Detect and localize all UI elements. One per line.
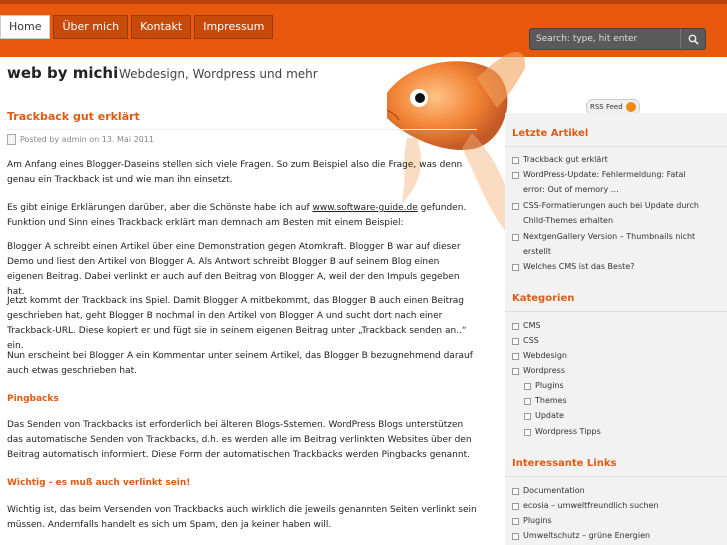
bullet-icon bbox=[512, 518, 519, 525]
recent-item-3-cont[interactable]: Child-Themes erhalten bbox=[523, 216, 614, 225]
bullet-icon bbox=[524, 413, 531, 420]
divider bbox=[505, 476, 727, 477]
recent-item-4-cont[interactable]: erstellt bbox=[523, 247, 552, 256]
post-paragraph-1: Am Anfang eines Blogger-Daseins stellen sich viele Fragen. So zum Beispiel also die Frage, was denn genau ein Trackback ist und wie man ihn einsetzt. bbox=[7, 160, 463, 185]
search-box bbox=[529, 28, 706, 50]
post-p2-before: Es gibt einige Erklärungen darüber, aber die Schönste habe ich auf bbox=[7, 203, 313, 213]
category-cms[interactable]: CMS bbox=[523, 321, 541, 330]
divider bbox=[505, 146, 727, 147]
bullet-icon bbox=[524, 398, 531, 405]
recent-item-5[interactable]: Welches CMS ist das Beste? bbox=[523, 262, 635, 271]
link-ecosia[interactable]: ecosia – umweltfreundlich suchen bbox=[523, 501, 659, 510]
post-paragraph-2 bbox=[7, 201, 477, 231]
bullet-icon bbox=[512, 368, 519, 375]
bullet-icon bbox=[512, 234, 519, 241]
post-meta bbox=[7, 129, 477, 145]
sidebar-categories-title: Kategorien bbox=[512, 293, 575, 304]
bullet-icon bbox=[512, 172, 519, 179]
sidebar bbox=[505, 113, 727, 545]
recent-item-1[interactable]: Trackback gut erklärt bbox=[523, 155, 608, 164]
category-wordpress[interactable]: Wordpress bbox=[523, 366, 566, 375]
recent-item-3[interactable]: CSS-Formatierungen auch bei Update durch bbox=[523, 201, 700, 210]
search-icon bbox=[688, 34, 699, 45]
bullet-icon bbox=[512, 157, 519, 164]
search-button[interactable] bbox=[680, 29, 705, 49]
main-nav bbox=[0, 15, 276, 39]
sidebar-recent-title: Letzte Artikel bbox=[512, 128, 589, 139]
top-bar-strip bbox=[0, 0, 727, 4]
post-paragraph-7: Wichtig ist, das beim Versenden von Trackbacks auch wirklich die jeweils genannten Seiten verlinkt sein müssen. Andernfalls handelt es sich um Spam, den ja keiner haben will. bbox=[7, 505, 477, 530]
post-paragraph-5: Nun erscheint bei Blogger A ein Kommentar unter seinem Artikel, das Blogger B bezugnehmend darauf auch etwas geschrieben hat. bbox=[7, 351, 473, 376]
post bbox=[7, 110, 477, 145]
category-css[interactable]: CSS bbox=[523, 336, 539, 345]
recent-item-2-cont[interactable]: error: Out of memory … bbox=[523, 185, 619, 194]
bullet-icon bbox=[512, 488, 519, 495]
category-update[interactable]: Update bbox=[535, 411, 564, 420]
bullet-icon bbox=[512, 353, 519, 360]
bullet-icon bbox=[512, 338, 519, 345]
recent-item-2[interactable]: WordPress-Update: Fehlermeldung: Fatal bbox=[523, 170, 686, 179]
heading-wichtig: Wichtig - es muß auch verlinkt sein! bbox=[7, 478, 191, 488]
bullet-icon bbox=[524, 383, 531, 390]
sidebar-links-title: Interessante Links bbox=[512, 458, 617, 469]
nav-impressum[interactable]: Impressum bbox=[194, 15, 273, 39]
link-umweltschutz[interactable]: Umweltschutz – grüne Energien bbox=[523, 531, 651, 540]
recent-item-4[interactable]: NextgenGallery Version – Thumbnails nicht bbox=[523, 232, 696, 241]
post-title[interactable]: Trackback gut erklärt bbox=[7, 110, 140, 123]
document-icon bbox=[7, 134, 16, 145]
bullet-icon bbox=[512, 203, 519, 210]
link-documentation[interactable]: Documentation bbox=[523, 486, 585, 495]
link-plugins[interactable]: Plugins bbox=[523, 516, 552, 525]
search-input[interactable] bbox=[530, 29, 692, 49]
heading-pingbacks: Pingbacks bbox=[7, 394, 59, 404]
post-p2-after: gefunden. Funktion und Sinn eines Trackback erklärt man demnach am Besten mit einem Beispiel: bbox=[7, 203, 467, 228]
category-wordpress-tipps[interactable]: Wordpress Tipps bbox=[535, 427, 601, 436]
nav-home[interactable]: Home bbox=[0, 15, 50, 39]
post-paragraph-6: Das Senden von Trackbacks ist erforderlich bei älteren Blogs-Sstemen. WordPress Blogs unterstützen das automatische Senden von Trackbacks, d.h. es werden alle im Beitrag verlinkten Websites über den Beitrag automatisch informiert. Diese Form der automatischen Trackbacks werden Pingbacks genannt. bbox=[7, 420, 472, 460]
category-webdesign[interactable]: Webdesign bbox=[523, 351, 567, 360]
bullet-icon bbox=[524, 429, 531, 436]
site-title[interactable]: web by michi bbox=[7, 64, 119, 82]
post-paragraph-3: Blogger A schreibt einen Artikel über eine Demonstration gegen Atomkraft. Blogger B war auf dieser Demo und liest den Artikel von Blogger A. Als Antwort schreibt Blogger B auf seinem Blog einen eigenen Beitrag. Dabei verlinkt er auch auf den Beitrag von Blogger A, weil der den Impuls gegeben hat. bbox=[7, 242, 461, 297]
rss-label: RSS Feed bbox=[590, 103, 623, 111]
category-plugins[interactable]: Plugins bbox=[535, 381, 564, 390]
divider bbox=[505, 311, 727, 312]
bullet-icon bbox=[512, 503, 519, 510]
post-paragraph-4: Jetzt kommt der Trackback ins Spiel. Damit Blogger A mitbekommt, das Blogger B auch einen Beitrag geschrieben hat, geht Blogger B nochmal in den Artikel von Blogger A und sucht dort nach einer Trackback-URL. Diese kopiert er und fügt sie in seinem eigenen Beitrag unter „Trackback senden an..“ ein. bbox=[7, 296, 467, 351]
software-guide-link[interactable]: www.software-guide.de bbox=[312, 203, 418, 213]
site-tagline: Webdesign, Wordpress und mehr bbox=[119, 67, 318, 81]
nav-kontakt[interactable]: Kontakt bbox=[131, 15, 191, 39]
nav-ueber-mich[interactable]: Über mich bbox=[53, 15, 128, 39]
bullet-icon bbox=[512, 323, 519, 330]
bullet-icon bbox=[512, 264, 519, 271]
post-meta-text: Posted by admin on 13. Mai 2011 bbox=[20, 135, 154, 144]
bullet-icon bbox=[512, 533, 519, 540]
rss-icon bbox=[626, 102, 636, 112]
category-themes[interactable]: Themes bbox=[535, 396, 567, 405]
